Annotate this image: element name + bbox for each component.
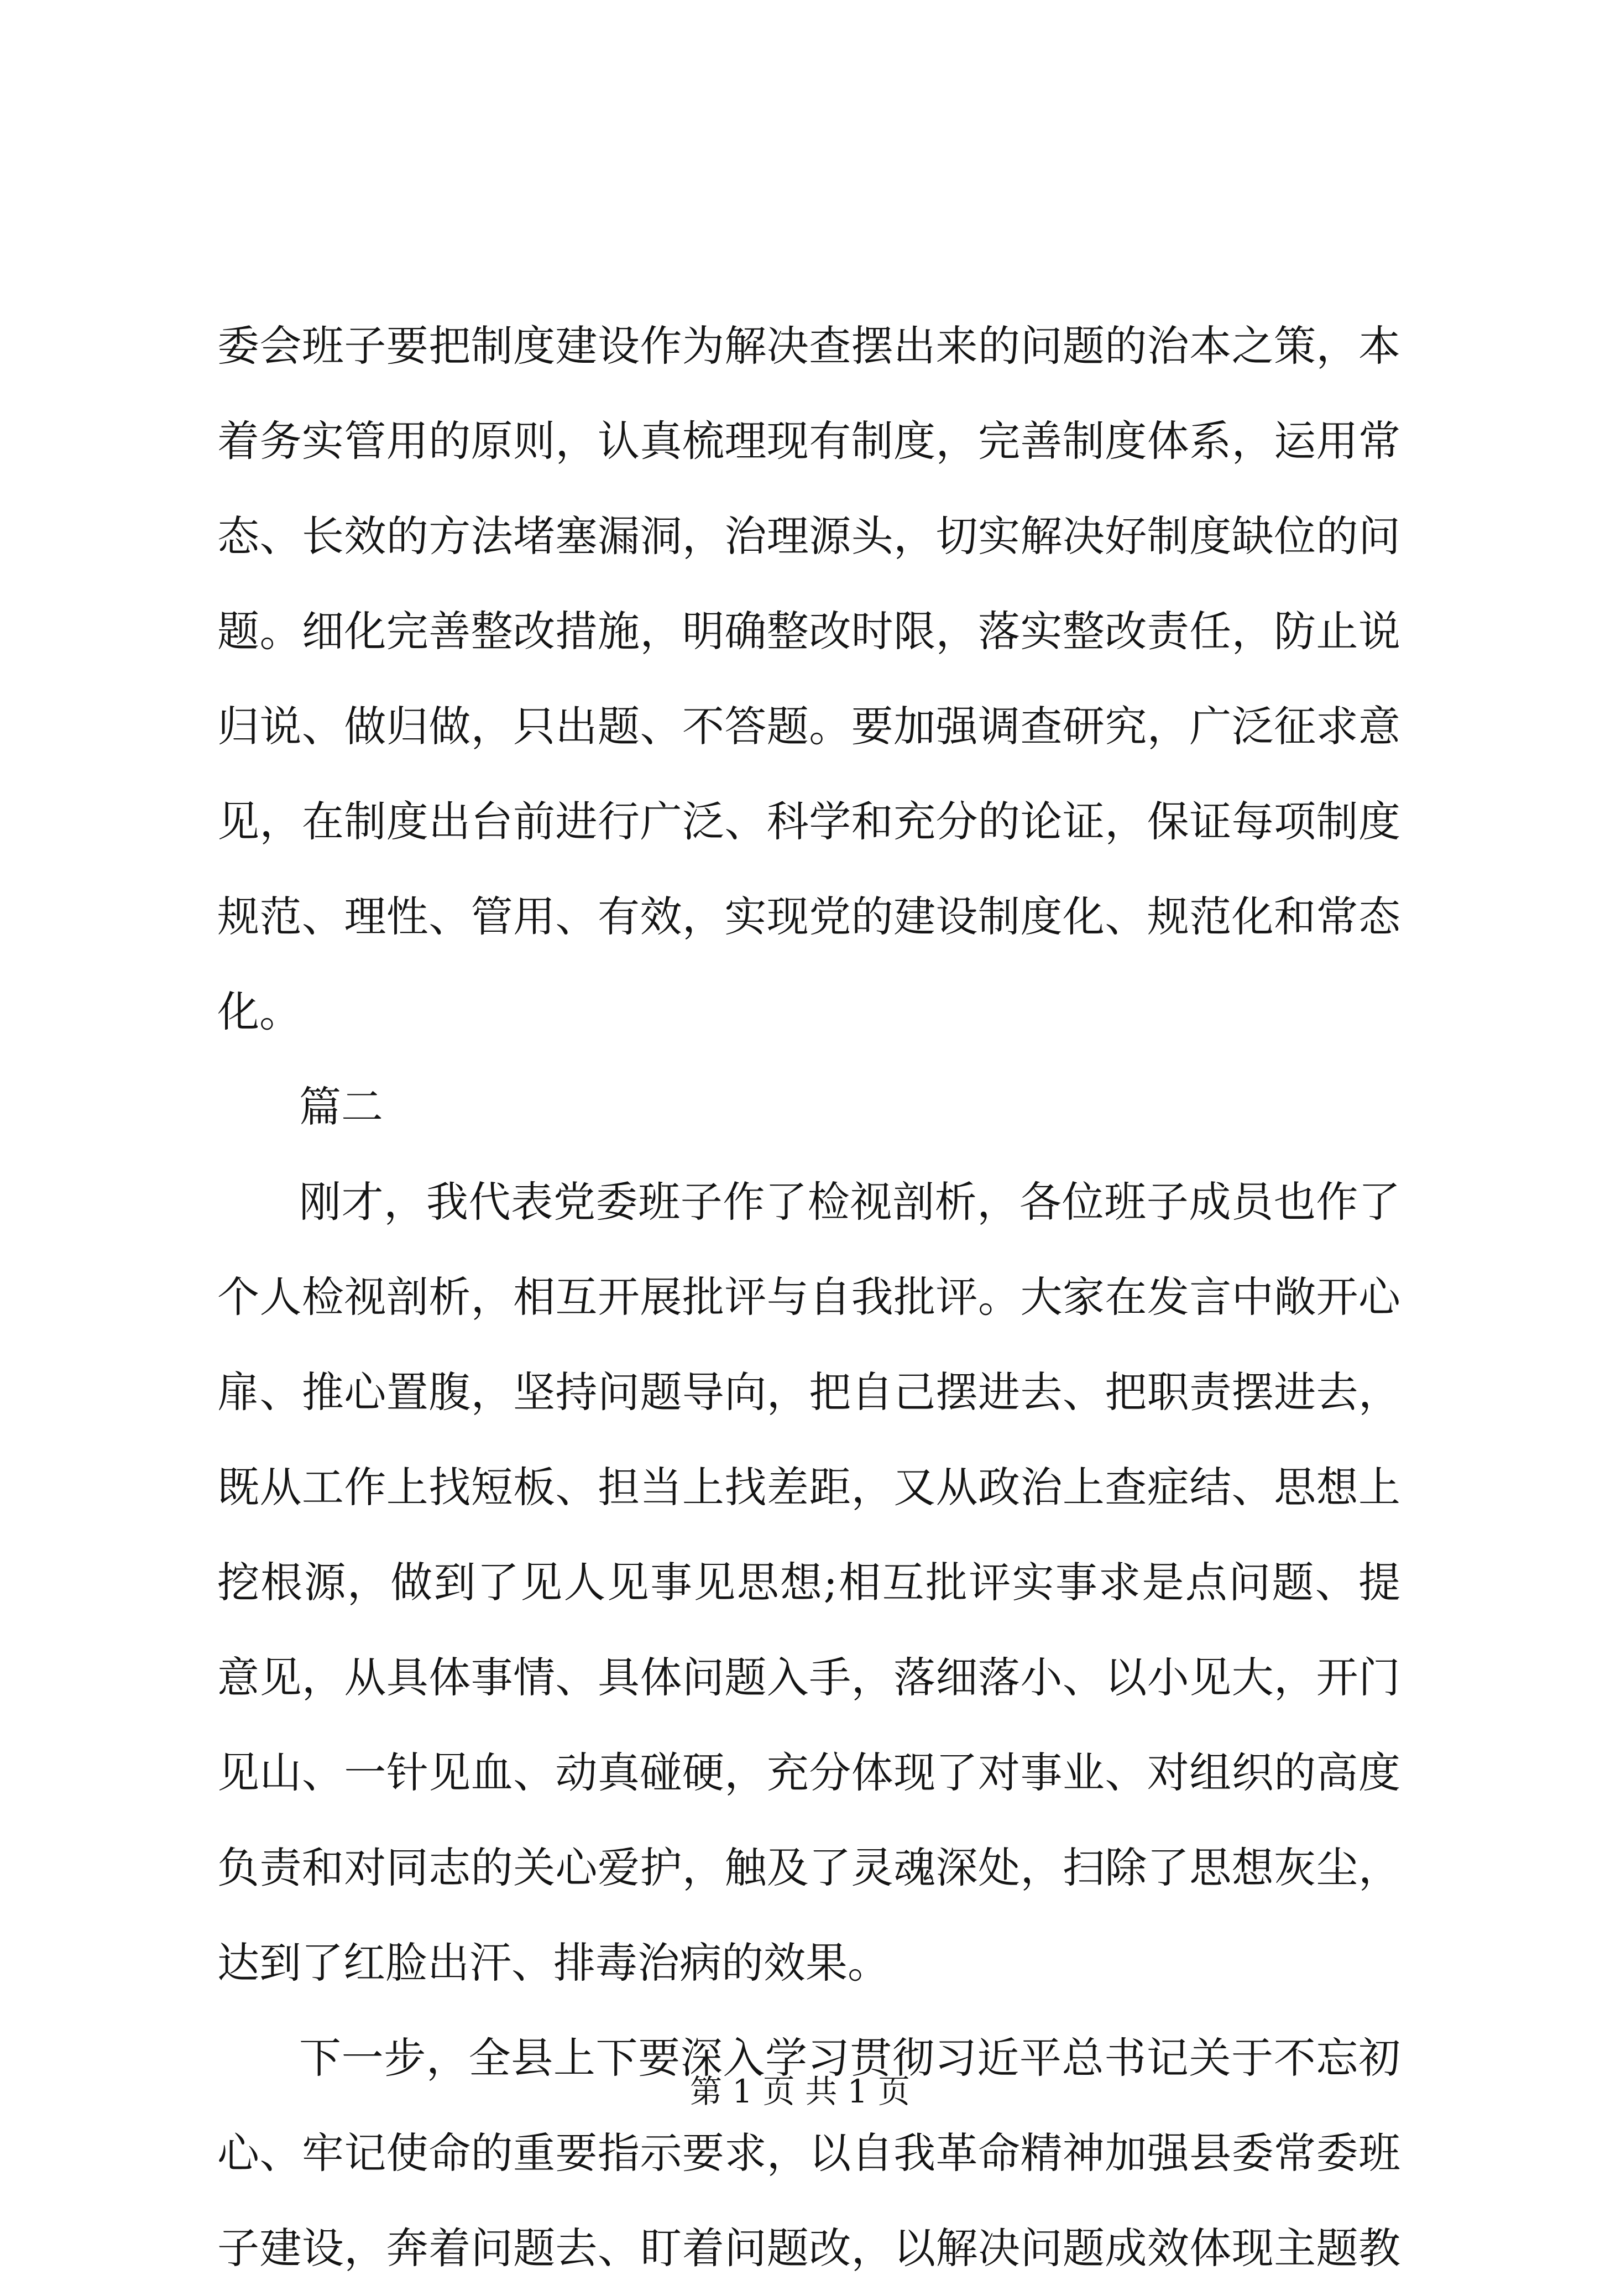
page-number: 第 1 页 共 1 页 bbox=[690, 2073, 910, 2110]
text-line: 归说、做归做，只出题、不答题。要加强调查研究，广泛征求意 bbox=[217, 702, 1400, 751]
text-line: 题。细化完善整改措施，明确整改时限，落实整改责任，防止说 bbox=[217, 607, 1400, 656]
text-line: 态、长效的方法堵塞漏洞，治理源头，切实解决好制度缺位的问 bbox=[217, 512, 1400, 561]
text-line: 规范、理性、管用、有效，实现党的建设制度化、规范化和常态 bbox=[217, 892, 1400, 941]
text-line: 扉、推心置腹，坚持问题导向，把自己摆进去、把职责摆进去， bbox=[217, 1368, 1400, 1417]
text-line: 下一步，全县上下要深入学习贯彻习近平总书记关于不忘初 bbox=[299, 2033, 1400, 2083]
text-line: 子建设，奔着问题去、盯着问题改，以解决问题成效体现主题教 bbox=[217, 2224, 1400, 2273]
paragraph-continuation bbox=[217, 299, 1400, 1060]
text-line: 心、牢记使命的重要指示要求，以自我革命精神加强县委常委班 bbox=[217, 2128, 1400, 2178]
text-line: 化。 bbox=[217, 987, 301, 1036]
page-footer bbox=[0, 2069, 1600, 2114]
text-line: 刚才，我代表党委班子作了检视剖析，各位班子成员也作了 bbox=[299, 1177, 1400, 1227]
text-line: 达到了红脸出汗、排毒治病的效果。 bbox=[217, 1938, 890, 1987]
document-body bbox=[217, 299, 1400, 2296]
text-line: 个人检视剖析，相互开展批评与自我批评。大家在发言中敞开心 bbox=[217, 1272, 1400, 1322]
section-heading-text: 篇二 bbox=[299, 1082, 383, 1131]
text-line: 挖根源，做到了见人见事见思想;相互批评实事求是点问题、提 bbox=[217, 1558, 1400, 1607]
text-line: 负责和对同志的关心爱护，触及了灵魂深处，扫除了思想灰尘， bbox=[217, 1843, 1400, 1892]
text-line: 见，在制度出台前进行广泛、科学和充分的论证，保证每项制度 bbox=[217, 797, 1400, 846]
text-line: 既从工作上找短板、担当上找差距，又从政治上查症结、思想上 bbox=[217, 1463, 1400, 1512]
text-line: 委会班子要把制度建设作为解决查摆出来的问题的治本之策，本 bbox=[217, 321, 1400, 371]
text-line: 意见，从具体事情、具体问题入手，落细落小、以小见大，开门 bbox=[217, 1653, 1400, 1702]
text-line: 见山、一针见血、动真碰硬，充分体现了对事业、对组织的高度 bbox=[217, 1748, 1400, 1797]
paragraph-review bbox=[217, 1155, 1400, 2011]
paragraph-next-step bbox=[217, 2011, 1400, 2296]
text-line: 着务实管用的原则，认真梳理现有制度，完善制度体系，运用常 bbox=[217, 416, 1400, 466]
section-heading bbox=[217, 1060, 1400, 1155]
